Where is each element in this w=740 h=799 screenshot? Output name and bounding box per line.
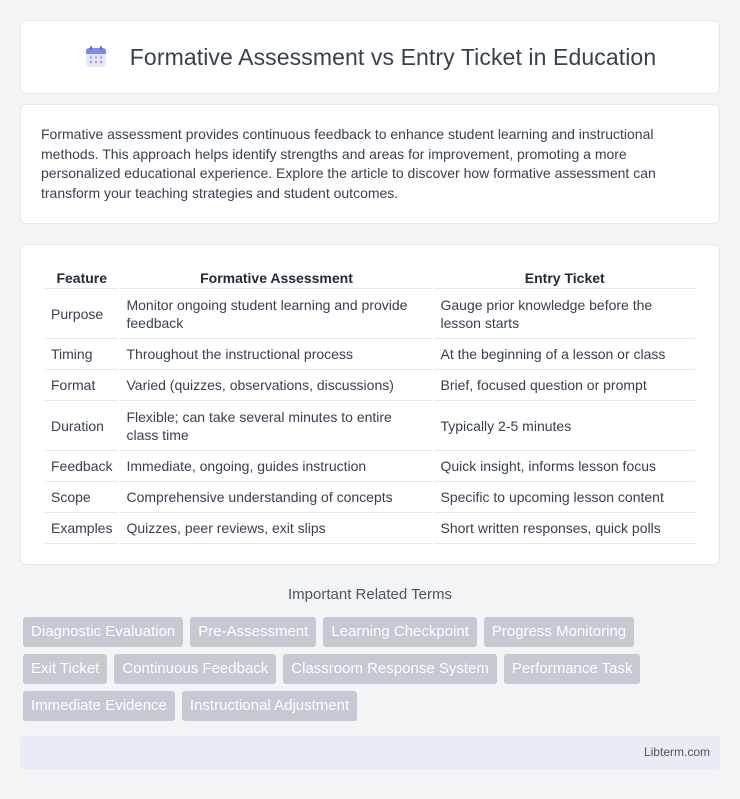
table-cell-feature: Feedback: [45, 451, 118, 482]
table-cell-feature: Timing: [45, 339, 118, 370]
table-cell-feature: Examples: [45, 513, 118, 544]
table-cell-entry: Specific to upcoming lesson content: [434, 482, 695, 513]
related-term-tag[interactable]: Diagnostic Evaluation: [23, 617, 183, 647]
table-row: [45, 513, 695, 544]
table-cell-formative: Varied (quizzes, observations, discussions): [120, 370, 432, 401]
related-term-tag[interactable]: Immediate Evidence: [23, 691, 175, 721]
table-cell-formative: Quizzes, peer reviews, exit slips: [120, 513, 432, 544]
related-term-tag[interactable]: Performance Task: [504, 654, 641, 684]
related-term-tag[interactable]: Learning Checkpoint: [323, 617, 477, 647]
table-cell-feature: Scope: [45, 482, 118, 513]
table-row: [45, 339, 695, 370]
table-row: [45, 482, 695, 513]
page-title: Formative Assessment vs Entry Ticket in Education: [129, 43, 657, 70]
table-cell-formative: Comprehensive understanding of concepts: [120, 482, 432, 513]
footer: [20, 736, 720, 769]
table-cell-entry: Typically 2-5 minutes: [434, 401, 695, 451]
related-term-tag[interactable]: Exit Ticket: [23, 654, 107, 684]
table-cell-formative: Monitor ongoing student learning and provide feedback: [120, 289, 432, 339]
intro-paragraph: Formative assessment provides continuous feedback to enhance student learning and instructional methods. This approach helps identify strengths and areas for improvement, promoting a more personalized educational experience. Explore the article to discover how formative assessment can transform your teaching strategies and student outcomes.: [41, 126, 656, 201]
table-row: [45, 370, 695, 401]
related-term-tag[interactable]: Pre-Assessment: [190, 617, 316, 647]
related-term-tag[interactable]: Instructional Adjustment: [182, 691, 357, 721]
related-term-tag[interactable]: Continuous Feedback: [114, 654, 276, 684]
table-cell-entry: Short written responses, quick polls: [434, 513, 695, 544]
table-cell-formative: Flexible; can take several minutes to entire class time: [120, 401, 432, 451]
header-card: [20, 20, 720, 94]
related-terms-list: [23, 617, 723, 721]
column-header-entry: Entry Ticket: [434, 263, 695, 289]
comparison-card: [20, 244, 720, 565]
table-cell-feature: Duration: [45, 401, 118, 451]
table-row: [45, 451, 695, 482]
table-cell-entry: At the beginning of a lesson or class: [434, 339, 695, 370]
related-term-tag[interactable]: Progress Monitoring: [484, 617, 634, 647]
table-cell-formative: Throughout the instructional process: [120, 339, 432, 370]
table-cell-formative: Immediate, ongoing, guides instruction: [120, 451, 432, 482]
table-row: [45, 289, 695, 339]
table-cell-entry: Gauge prior knowledge before the lesson starts: [434, 289, 695, 339]
column-header-feature: Feature: [45, 263, 118, 289]
related-term-tag[interactable]: Classroom Response System: [283, 654, 497, 684]
table-cell-feature: Format: [45, 370, 118, 401]
table-cell-entry: Quick insight, informs lesson focus: [434, 451, 695, 482]
comparison-table: [43, 263, 697, 544]
table-header-row: [45, 263, 695, 289]
related-terms-heading: Important Related Terms: [288, 586, 452, 603]
calendar-icon: [84, 45, 108, 69]
table-cell-feature: Purpose: [45, 289, 118, 339]
table-row: [45, 401, 695, 451]
footer-site-link[interactable]: Libterm.com: [643, 745, 710, 759]
intro-card: [20, 104, 720, 224]
column-header-formative: Formative Assessment: [120, 263, 432, 289]
table-cell-entry: Brief, focused question or prompt: [434, 370, 695, 401]
